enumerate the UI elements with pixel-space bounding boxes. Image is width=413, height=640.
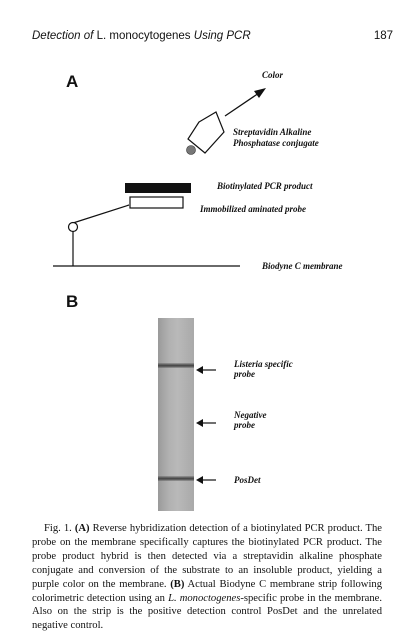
caption-b-text-2: -specific probe in the membrane. Also on the strip is the positive detection control PosDet and the unrelated negative control. bbox=[32, 592, 382, 632]
caption-b-marker: (B) bbox=[170, 578, 185, 590]
membrane-strip bbox=[158, 318, 194, 511]
probe-bar bbox=[130, 197, 183, 208]
label-negative-line1: Negative bbox=[234, 410, 267, 420]
band-listeria bbox=[158, 363, 194, 368]
running-head-suffix: Using PCR bbox=[190, 30, 251, 42]
arrow-listeria bbox=[196, 366, 216, 374]
caption-b-species: L. monoctogenes bbox=[168, 592, 241, 604]
label-membrane: Biodyne C membrane bbox=[262, 261, 343, 271]
label-conjugate-line1: Streptavidin Alkaline bbox=[233, 127, 312, 137]
running-head-prefix: Detection of bbox=[32, 30, 97, 42]
color-arrowhead bbox=[254, 88, 266, 98]
linker-line bbox=[73, 205, 129, 223]
caption-b-text-1: Actual Biodyne C membrane strip following colorimetric detection using an bbox=[32, 578, 382, 604]
label-probe: Immobilized aminated probe bbox=[200, 204, 307, 214]
running-head-species: L. monocytogenes bbox=[96, 30, 191, 42]
label-listeria-line1: Listeria specific bbox=[234, 359, 293, 369]
caption-a-text: Reverse hybridization detection of a biotinylated PCR product. The probe on the membrane specifically captures the biotinylated PCR product. The probe product hybrid is then detected via a streptavidin alkaline phosphate conjugate and conversion of the substrate to an insoluble product, yielding a purple color on the membrane. bbox=[32, 523, 382, 590]
anchor-circle bbox=[69, 223, 78, 232]
label-pcr-product: Biotinylated PCR product bbox=[217, 181, 313, 191]
arrow-negative bbox=[196, 419, 216, 427]
label-posdet: PosDet bbox=[234, 475, 261, 485]
panel-a-letter: A bbox=[66, 72, 79, 91]
pcr-product-bar bbox=[125, 183, 191, 193]
label-negative-line2: probe bbox=[234, 420, 255, 430]
arrow-posdet bbox=[196, 476, 216, 484]
label-listeria-line2: probe bbox=[234, 369, 255, 379]
label-conjugate-line2: Phosphatase conjugate bbox=[233, 138, 319, 148]
page-number: 187 bbox=[373, 30, 393, 42]
panel-b-arrows bbox=[196, 360, 220, 490]
panel-a-diagram bbox=[0, 0, 413, 290]
band-posdet bbox=[158, 476, 194, 481]
caption-fig-label: Fig. 1. bbox=[44, 523, 75, 534]
panel-b-letter: B bbox=[66, 292, 79, 311]
biotin-dot bbox=[187, 146, 196, 155]
caption-a-marker: (A) bbox=[74, 523, 90, 534]
label-color: Color bbox=[262, 70, 284, 80]
figure-caption bbox=[32, 522, 382, 633]
color-arrow bbox=[225, 93, 259, 116]
